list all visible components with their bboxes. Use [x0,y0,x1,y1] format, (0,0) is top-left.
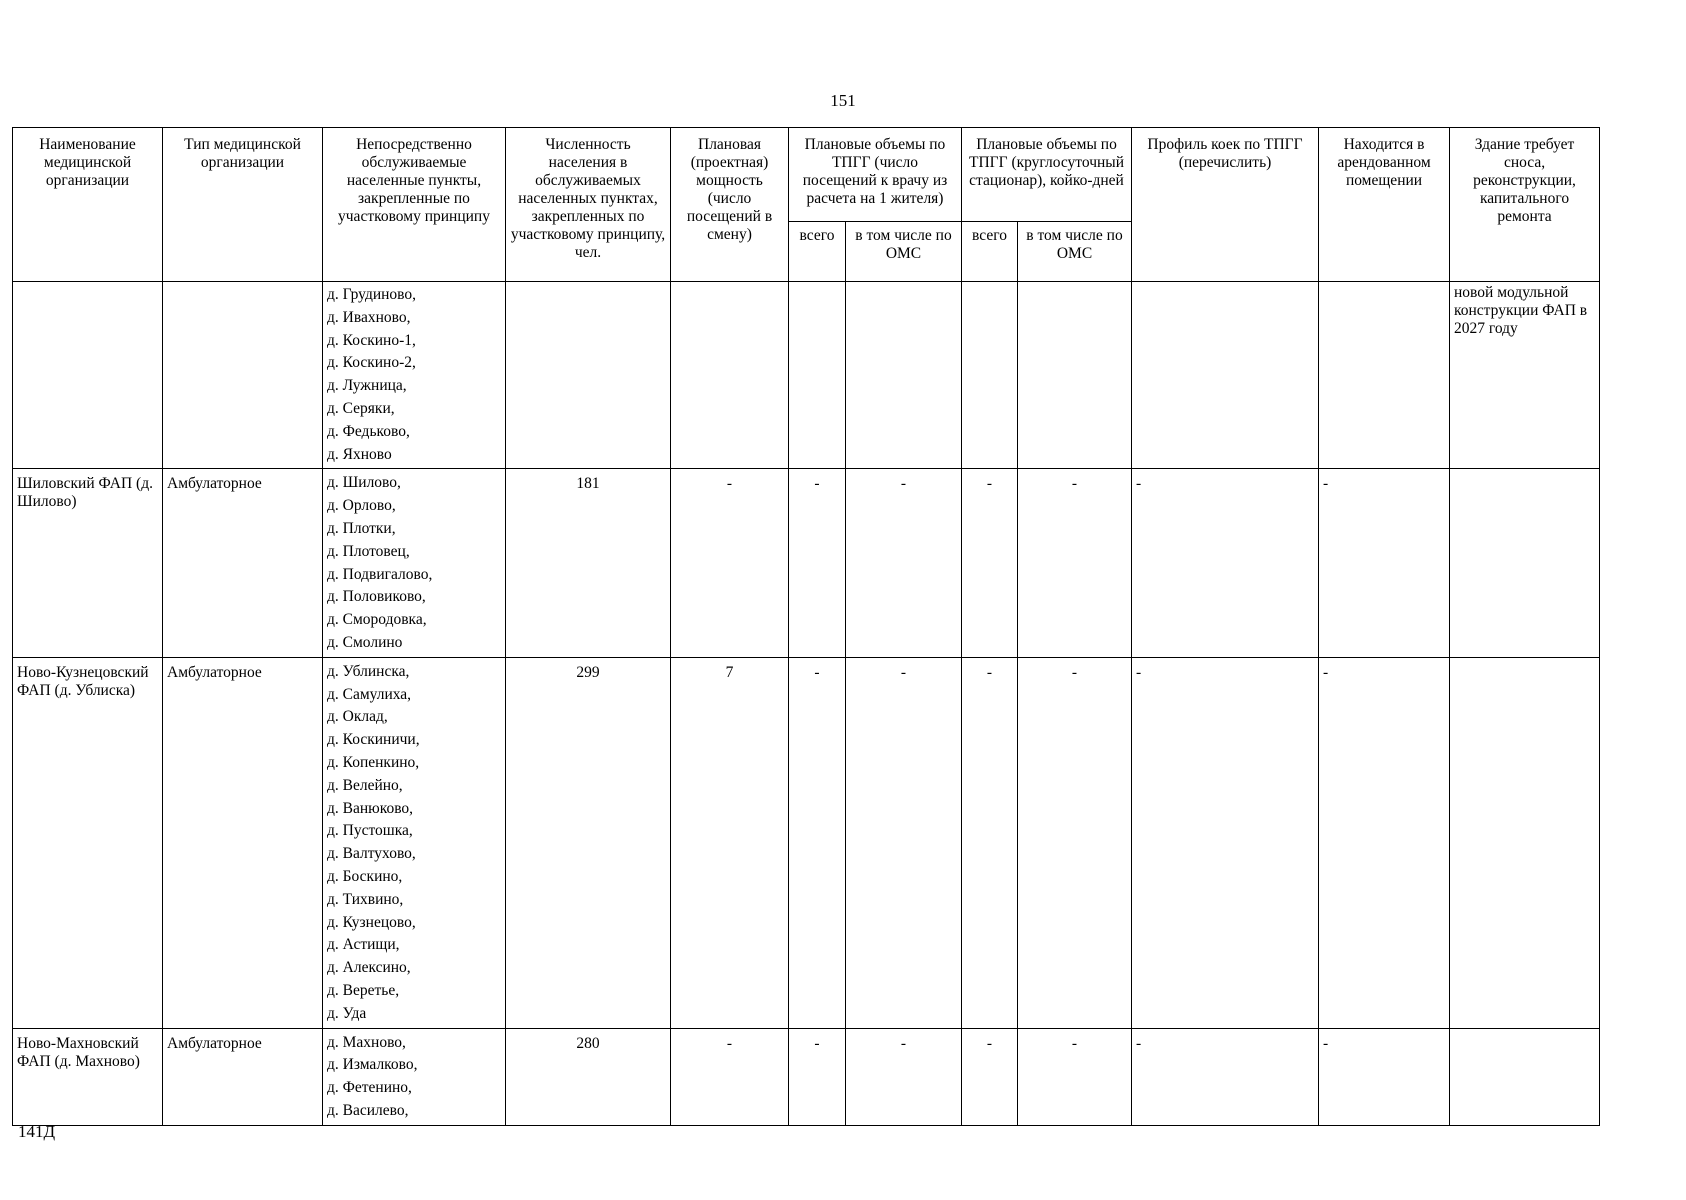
place-item: д. Грудиново, [327,286,417,303]
place-item: д. Уда [327,1004,367,1022]
table-row [13,469,1600,657]
place-item: д. Смолино [327,633,403,651]
cell-capacity: - [671,469,789,657]
cell-places [323,1028,506,1125]
cell-type: Амбулаторное [163,469,323,657]
place-item: д. Велейно, [327,776,403,794]
cell-rebuild [1450,657,1600,1028]
cell-capacity: 7 [671,657,789,1028]
header-visits: Плановые объемы по ТПГГ (число посещений к врачу из расчета на 1 жителя) [789,128,962,222]
cell-rented: - [1319,1028,1450,1125]
cell-beds-all: - [962,657,1018,1028]
place-item: д. Алексино, [327,959,411,977]
cell-rebuild: новой модульной конструкции ФАП в 2027 году [1450,282,1600,469]
cell-beds-all: - [962,469,1018,657]
place-item: д. Коскиничи, [327,731,420,749]
table-row [13,1028,1600,1125]
cell-capacity: - [671,1028,789,1125]
place-item: д. Подвигалово, [327,565,433,583]
cell-visits-oms: - [846,657,962,1028]
header-population: Численность населения в обслуживаемых населенных пунктах, закрепленных по участковому принципу, чел. [506,128,671,282]
table-row [13,282,1600,469]
cell-rented: - [1319,469,1450,657]
cell-population: 299 [506,657,671,1028]
header-beds: Плановые объемы по ТПГГ (круглосуточный стационар), койко-дней [962,128,1132,222]
header-rented: Находится в арендованном помещении [1319,128,1450,282]
cell-name: Шиловский ФАП (д. Шилово) [13,469,163,657]
page-number: 151 [830,91,856,110]
header-rebuild: Здание требует сноса, реконструкции, капитального ремонта [1450,128,1600,282]
header-capacity: Плановая (проектная) мощность (число посещений в смену) [671,128,789,282]
cell-population [506,282,671,469]
cell-rented: - [1319,657,1450,1028]
cell-visits-all [789,282,846,469]
place-item: д. Копенкино, [327,753,420,771]
cell-rebuild [1450,469,1600,657]
place-item: д. Ивахново, [327,308,411,326]
cell-beds-oms: - [1018,657,1132,1028]
place-item: д. Половиково, [327,588,426,606]
cell-visits-all: - [789,657,846,1028]
place-item: д. Шилово, [327,474,401,492]
place-item: д. Оклад, [327,708,388,726]
place-item: д. Коскино-1, [327,331,416,349]
cell-visits-oms [846,282,962,469]
cell-beds-oms: - [1018,469,1132,657]
header-name: Наименование медицинской организации [13,128,163,282]
cell-visits-oms: - [846,469,962,657]
place-item: д. Измалково, [327,1056,418,1074]
document-code: 141Д [18,1122,56,1141]
cell-places [323,282,506,469]
place-item: д. Орлово, [327,497,396,515]
cell-profile [1132,282,1319,469]
cell-capacity [671,282,789,469]
header-places: Непосредственно обслуживаемые населенные пункты, закрепленные по участковому принципу [323,128,506,282]
cell-places [323,469,506,657]
place-item: д. Веретье, [327,981,400,999]
cell-type: Амбулаторное [163,1028,323,1125]
cell-profile: - [1132,657,1319,1028]
cell-rented [1319,282,1450,469]
place-item: д. Яхново [327,445,392,463]
place-item: д. Кузнецово, [327,913,416,931]
cell-name: Ново-Махновский ФАП (д. Махново) [13,1028,163,1125]
place-item: д. Ванюково, [327,799,414,817]
place-item: д. Махново, [327,1033,406,1051]
cell-population: 280 [506,1028,671,1125]
cell-profile: - [1132,469,1319,657]
place-item: д. Пустошка, [327,822,413,840]
place-item: д. Боскино, [327,867,403,885]
cell-beds-all [962,282,1018,469]
place-item: д. Серяки, [327,399,395,417]
cell-visits-all: - [789,1028,846,1125]
place-item: д. Ублинска, [327,662,410,680]
cell-profile: - [1132,1028,1319,1125]
cell-population: 181 [506,469,671,657]
cell-places [323,657,506,1028]
place-item: д. Плотовец, [327,542,410,560]
place-item: д. Плотки, [327,519,396,537]
cell-name: Ново-Кузнецовский ФАП (д. Ублиска) [13,657,163,1028]
place-item: д. Коскино-2, [327,354,416,372]
place-item: д. Валтухово, [327,845,416,863]
place-item: д. Тихвино, [327,890,404,908]
header-visits-oms: в том числе по ОМС [846,222,962,282]
cell-beds-oms: - [1018,1028,1132,1125]
place-item: д. Астищи, [327,936,400,954]
cell-type [163,282,323,469]
facilities-table [12,127,1600,1126]
cell-beds-oms [1018,282,1132,469]
header-beds-oms: в том числе по ОМС [1018,222,1132,282]
place-item: д. Самулиха, [327,685,412,703]
cell-visits-all: - [789,469,846,657]
place-item: д. Федьково, [327,422,410,440]
place-item: д. Смородовка, [327,611,427,629]
cell-beds-all: - [962,1028,1018,1125]
cell-type: Амбулаторное [163,657,323,1028]
place-item: д. Фетенино, [327,1079,412,1097]
header-row [13,128,1600,222]
header-visits-all: всего [789,222,846,282]
header-type: Тип медицинской организации [163,128,323,282]
header-beds-all: всего [962,222,1018,282]
place-item: д. Василево, [327,1101,409,1119]
place-item: д. Лужница, [327,377,407,395]
cell-rebuild [1450,1028,1600,1125]
cell-name [13,282,163,469]
table-row [13,657,1600,1028]
header-profile: Профиль коек по ТПГГ (перечислить) [1132,128,1319,282]
cell-visits-oms: - [846,1028,962,1125]
